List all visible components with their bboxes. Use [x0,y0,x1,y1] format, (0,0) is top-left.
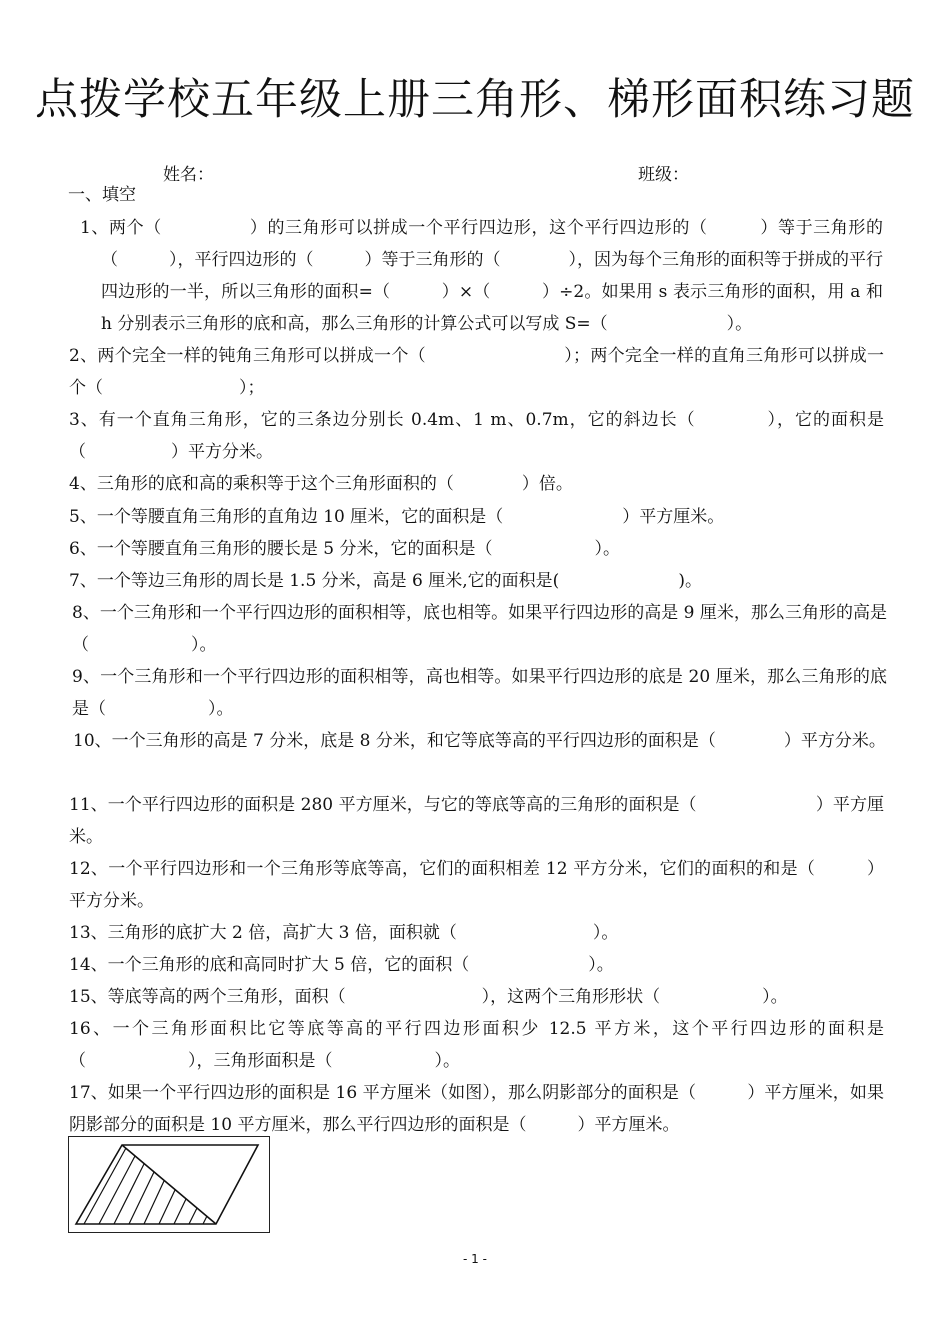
page-title: 点拨学校五年级上册三角形、梯形面积练习题 [35,75,915,125]
triangle-diagonal [122,1145,216,1224]
question-14: 14、一个三角形的底和高同时扩大 5 倍，它的面积（ ）。 [69,955,614,975]
question-16: 16、一个三角形面积比它等底等高的平行四边形面积少 12.5 平方米，这个平行四边形的面积是（ ），三角形面积是（ ）。 [69,1019,884,1071]
shading-lines [84,1148,207,1224]
question-8: 8、一个三角形和一个平行四边形的面积相等，底也相等。如果平行四边形的高是 9 厘米，那么三角形的高是（ ）。 [72,603,887,655]
question-7: 7、一个等边三角形的周长是 1.5 分米，高是 6 厘米,它的面积是( )。 [69,571,702,591]
name-label: 姓名： [163,165,214,185]
question-1-text: 1、两个（ ）的三角形可以拼成一个平行四边形，这个平行四边形的（ ）等于三角形的（ ），平行四边形的（ ）等于三角形的（ ），因为每个三角形的面积等于拼成的平行四边形的一半，所以三角形的面积=（ ）×（ ）÷2。如果用 s 表示三角形的面积，用 a 和 h 分别表示三角形的底和高，那么三角形的计算公式可以写成 S=（ ）。 [80,218,883,334]
question-9: 9、一个三角形和一个平行四边形的面积相等，高也相等。如果平行四边形的底是 20 厘米，那么三角形的底是（ ）。 [72,667,887,719]
question-1 [80,212,883,340]
question-13: 13、三角形的底扩大 2 倍，高扩大 3 倍，面积就（ ）。 [69,923,619,943]
section-heading: 一、填空 [68,185,136,205]
question-4: 4、三角形的底和高的乘积等于这个三角形面积的（ ）倍。 [69,474,573,494]
parallelogram-figure [68,1136,270,1233]
class-label: 班级： [638,165,689,185]
question-10: 10、一个三角形的高是 7 分米，底是 8 分米，和它等底等高的平行四边形的面积是（ ）平方分米。 [73,731,886,751]
question-15: 15、等底等高的两个三角形，面积（ ），这两个三角形形状（ ）。 [69,987,788,1007]
parallelogram-outline [76,1145,258,1224]
page-number: - 1 - [463,1252,487,1266]
question-5: 5、一个等腰直角三角形的直角边 10 厘米，它的面积是（ ）平方厘米。 [69,507,725,527]
question-12: 12、一个平行四边形和一个三角形等底等高，它们的面积相差 12 平方分米，它们的面积的和是（ ）平方分米。 [69,859,884,911]
question-3: 3、有一个直角三角形，它的三条边分别长 0.4m、1 m、0.7m，它的斜边长（ ），它的面积是（ ）平方分米。 [69,410,884,462]
question-2: 2、两个完全一样的钝角三角形可以拼成一个（ ）；两个完全一样的直角三角形可以拼成一个（ ）； [69,346,884,398]
question-11: 11、一个平行四边形的面积是 280 平方厘米，与它的等底等高的三角形的面积是（ ）平方厘米。 [69,795,884,847]
question-17: 17、如果一个平行四边形的面积是 16 平方厘米（如图），那么阴影部分的面积是（ ）平方厘米，如果阴影部分的面积是 10 平方厘米，那么平行四边形的面积是（ ）平方厘米。 [69,1083,884,1135]
question-6: 6、一个等腰直角三角形的腰长是 5 分米，它的面积是（ ）。 [69,539,620,559]
